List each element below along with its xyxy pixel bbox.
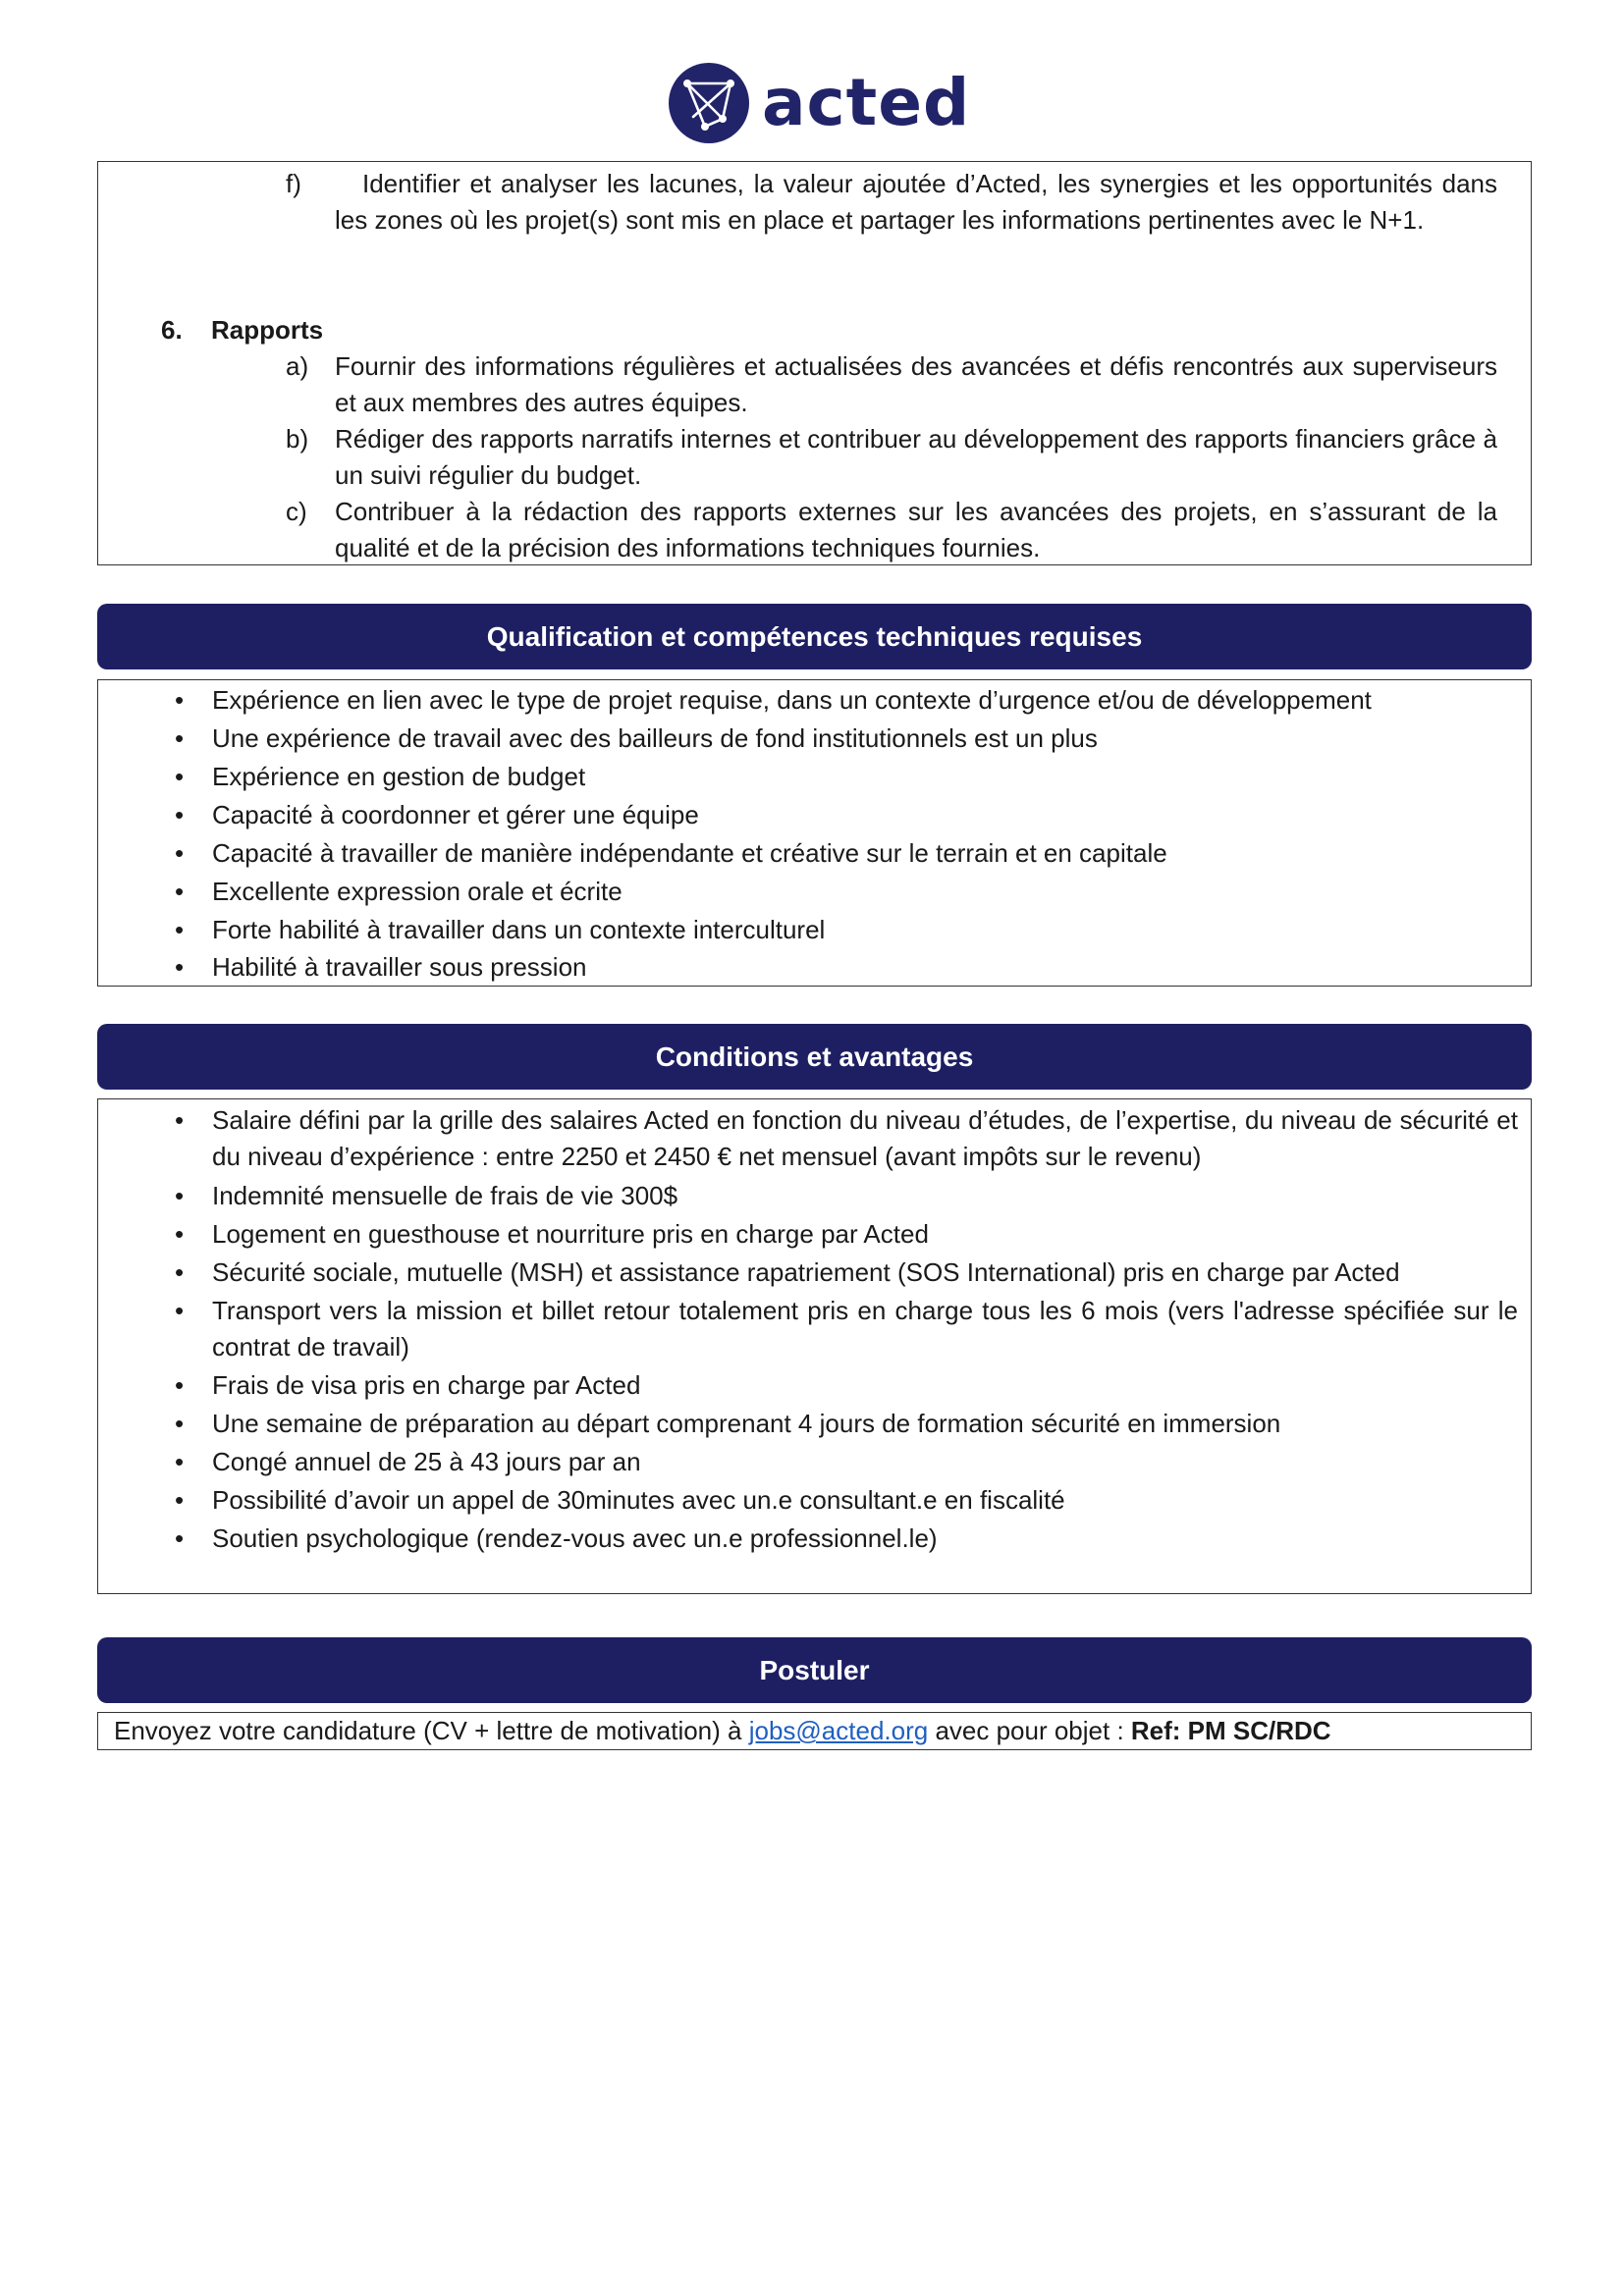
qualification-item: Habilité à travailler sous pression [212,952,587,982]
bullet: • [175,685,185,715]
apply-text-after: avec pour objet : [928,1716,1131,1745]
acted-logo [668,61,970,145]
condition-item: Possibilité d’avoir un appel de 30minutes avec un.e consultant.e en fiscalité [212,1485,1065,1515]
qualification-item: Forte habilité à travailler dans un contexte interculturel [212,915,826,944]
section-6-title: Rapports [211,315,324,345]
task-f-text: Identifier et analyser les lacunes, la valeur ajoutée d’Acted, les synergies et les opportunités dans les zones où les projet(s) sont mis en place et partager les informations pertinentes avec le N+1. [335,169,1497,235]
bullet: • [175,1257,185,1287]
email-link[interactable]: jobs@acted.org [748,1716,929,1745]
task-f-marker: f) [286,169,301,198]
qualification-item: Capacité à travailler de manière indépendante et créative sur le terrain et en capitale [212,838,1167,868]
bullet: • [175,723,185,753]
job-reference: Ref: PM SC/RDC [1130,1716,1331,1745]
qualification-item: Capacité à coordonner et gérer une équipe [212,800,699,829]
bullet: • [175,1296,185,1325]
condition-item: Indemnité mensuelle de frais de vie 300$ [212,1181,678,1210]
bullet: • [175,915,185,944]
bullet: • [175,877,185,906]
condition-item: Une semaine de préparation au départ comprenant 4 jours de formation sécurité en immersion [212,1409,1281,1438]
task-a-marker: a) [286,351,309,381]
condition-item: Transport vers la mission et billet retour totalement pris en charge tous les 6 mois (vers l'adresse spécifiée sur le contrat de travail) [212,1296,1518,1362]
qualification-item: Expérience en lien avec le type de projet requise, dans un contexte d’urgence et/ou de développement [212,685,1372,715]
bullet: • [175,952,185,982]
bullet: • [175,1105,185,1135]
bullet: • [175,1409,185,1438]
condition-item: Salaire défini par la grille des salaires Acted en fonction du niveau d’études, de l’expertise, du niveau de sécurité et du niveau d’expérience : entre 2250 et 2450 € net mensuel (avant impôts sur le revenu) [212,1105,1518,1171]
apply-heading: Postuler [97,1637,1532,1703]
condition-item: Soutien psychologique (rendez-vous avec un.e professionnel.le) [212,1523,938,1553]
condition-item: Sécurité sociale, mutuelle (MSH) et assistance rapatriement (SOS International) pris en charge par Acted [212,1257,1400,1287]
task-b-marker: b) [286,424,309,454]
apply-text-before: Envoyez votre candidature (CV + lettre de motivation) à [114,1716,749,1745]
qualification-item: Une expérience de travail avec des bailleurs de fond institutionnels est un plus [212,723,1098,753]
bullet: • [175,800,185,829]
task-c-text: Contribuer à la rédaction des rapports externes sur les avancées des projets, en s’assurant de la qualité et de la précision des informations techniques fournies. [335,497,1497,562]
condition-item: Congé annuel de 25 à 43 jours par an [212,1447,641,1476]
apply-text [114,1713,1518,1749]
bullet: • [175,1370,185,1400]
bullet: • [175,838,185,868]
conditions-heading: Conditions et avantages [97,1024,1532,1090]
bullet: • [175,1219,185,1249]
condition-item: Logement en guesthouse et nourriture pris en charge par Acted [212,1219,929,1249]
qualification-item: Expérience en gestion de budget [212,762,586,791]
bullet: • [175,1485,185,1515]
qualification-item: Excellente expression orale et écrite [212,877,623,906]
task-c-marker: c) [286,497,307,526]
acted-logo-icon [668,62,750,144]
logo-wordmark: acted [762,65,971,140]
bullet: • [175,762,185,791]
bullet: • [175,1181,185,1210]
section-6-number: 6. [161,315,183,345]
bullet: • [175,1523,185,1553]
condition-item: Frais de visa pris en charge par Acted [212,1370,641,1400]
task-b-text: Rédiger des rapports narratifs internes et contribuer au développement des rapports financiers grâce à un suivi régulier du budget. [335,424,1497,490]
task-a-text: Fournir des informations régulières et actualisées des avancées et défis rencontrés aux superviseurs et aux membres des autres équipes. [335,351,1497,417]
bullet: • [175,1447,185,1476]
qualifications-heading: Qualification et compétences techniques requises [97,604,1532,669]
